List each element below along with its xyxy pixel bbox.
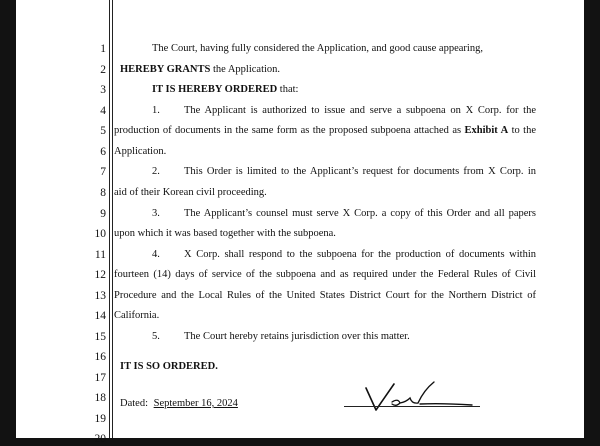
order-line-14: California. bbox=[114, 310, 160, 321]
it-is-hereby-ordered-text: IT IS HEREBY ORDERED bbox=[152, 84, 278, 95]
line-number: 10 bbox=[94, 228, 106, 240]
line-number: 2 bbox=[100, 64, 106, 76]
order-line-6: Application. bbox=[114, 146, 167, 157]
order-line-15: The Court hereby retains jurisdiction over this matter. bbox=[184, 331, 410, 342]
line-number: 9 bbox=[100, 208, 106, 220]
document-page bbox=[16, 0, 584, 445]
order-line-13: Procedure and the Local Rules of the United States District Court for the Northern District of bbox=[114, 290, 536, 301]
line-number: 4 bbox=[100, 105, 106, 117]
line-number: 20 bbox=[94, 433, 106, 445]
order-line-10: upon which it was based together with the subpoena. bbox=[114, 228, 336, 239]
order-line-11: X Corp. shall respond to the subpoena for the production of documents within bbox=[184, 249, 536, 260]
line-number: 18 bbox=[94, 392, 106, 404]
line-number: 6 bbox=[100, 146, 106, 158]
order-line-12: fourteen (14) days of service of the subpoena and as required under the Federal Rules of Civil bbox=[114, 269, 536, 280]
line-5-pre: production of documents in the same form as the proposed subpoena attached as bbox=[114, 125, 465, 136]
order-line-3 bbox=[152, 83, 298, 97]
line-number: 1 bbox=[100, 43, 106, 55]
margin-rule-left bbox=[109, 0, 110, 438]
paragraph-number: 2. bbox=[152, 166, 160, 177]
paragraph-number: 5. bbox=[152, 331, 160, 342]
line-number: 7 bbox=[100, 166, 106, 178]
line-number: 3 bbox=[100, 84, 106, 96]
line-number: 5 bbox=[100, 125, 106, 137]
line-number: 15 bbox=[94, 331, 106, 343]
order-line-9: The Applicant’s counsel must serve X Corp. a copy of this Order and all papers bbox=[184, 208, 536, 219]
line-3-rest: that: bbox=[277, 84, 299, 95]
margin-rule-left-inner bbox=[112, 0, 113, 438]
line-number: 19 bbox=[94, 413, 106, 425]
line-number: 8 bbox=[100, 187, 106, 199]
order-line-4: The Applicant is authorized to issue and serve a subpoena on X Corp. for the bbox=[184, 105, 536, 116]
so-ordered-text: IT IS SO ORDERED. bbox=[120, 361, 218, 372]
order-line-1: The Court, having fully considered the Application, and good cause appearing, bbox=[152, 43, 483, 54]
line-5-post: to the bbox=[508, 125, 537, 136]
so-ordered-heading bbox=[120, 360, 218, 374]
line-number: 17 bbox=[94, 372, 106, 384]
order-line-8: aid of their Korean civil proceeding. bbox=[114, 187, 267, 198]
line-2-rest: the Application. bbox=[210, 64, 281, 75]
paragraph-number: 1. bbox=[152, 105, 160, 116]
paragraph-number: 4. bbox=[152, 249, 160, 260]
signature-line bbox=[344, 406, 480, 407]
line-number: 11 bbox=[94, 249, 106, 261]
order-line-5 bbox=[114, 124, 536, 138]
line-number: 14 bbox=[94, 310, 106, 322]
dated-value: September 16, 2024 bbox=[153, 398, 238, 409]
order-line-2 bbox=[120, 63, 280, 77]
dated-label: Dated: bbox=[120, 398, 148, 409]
dated-line bbox=[120, 397, 238, 411]
paragraph-number: 3. bbox=[152, 208, 160, 219]
hereby-grants-text: HEREBY GRANTS bbox=[120, 64, 211, 75]
line-number: 16 bbox=[94, 351, 106, 363]
judge-signature bbox=[362, 376, 482, 416]
line-number: 12 bbox=[94, 269, 106, 281]
exhibit-a-text: Exhibit A bbox=[464, 125, 509, 136]
order-line-7: This Order is limited to the Applicant’s request for documents from X Corp. in bbox=[184, 166, 536, 177]
line-number: 13 bbox=[94, 290, 106, 302]
